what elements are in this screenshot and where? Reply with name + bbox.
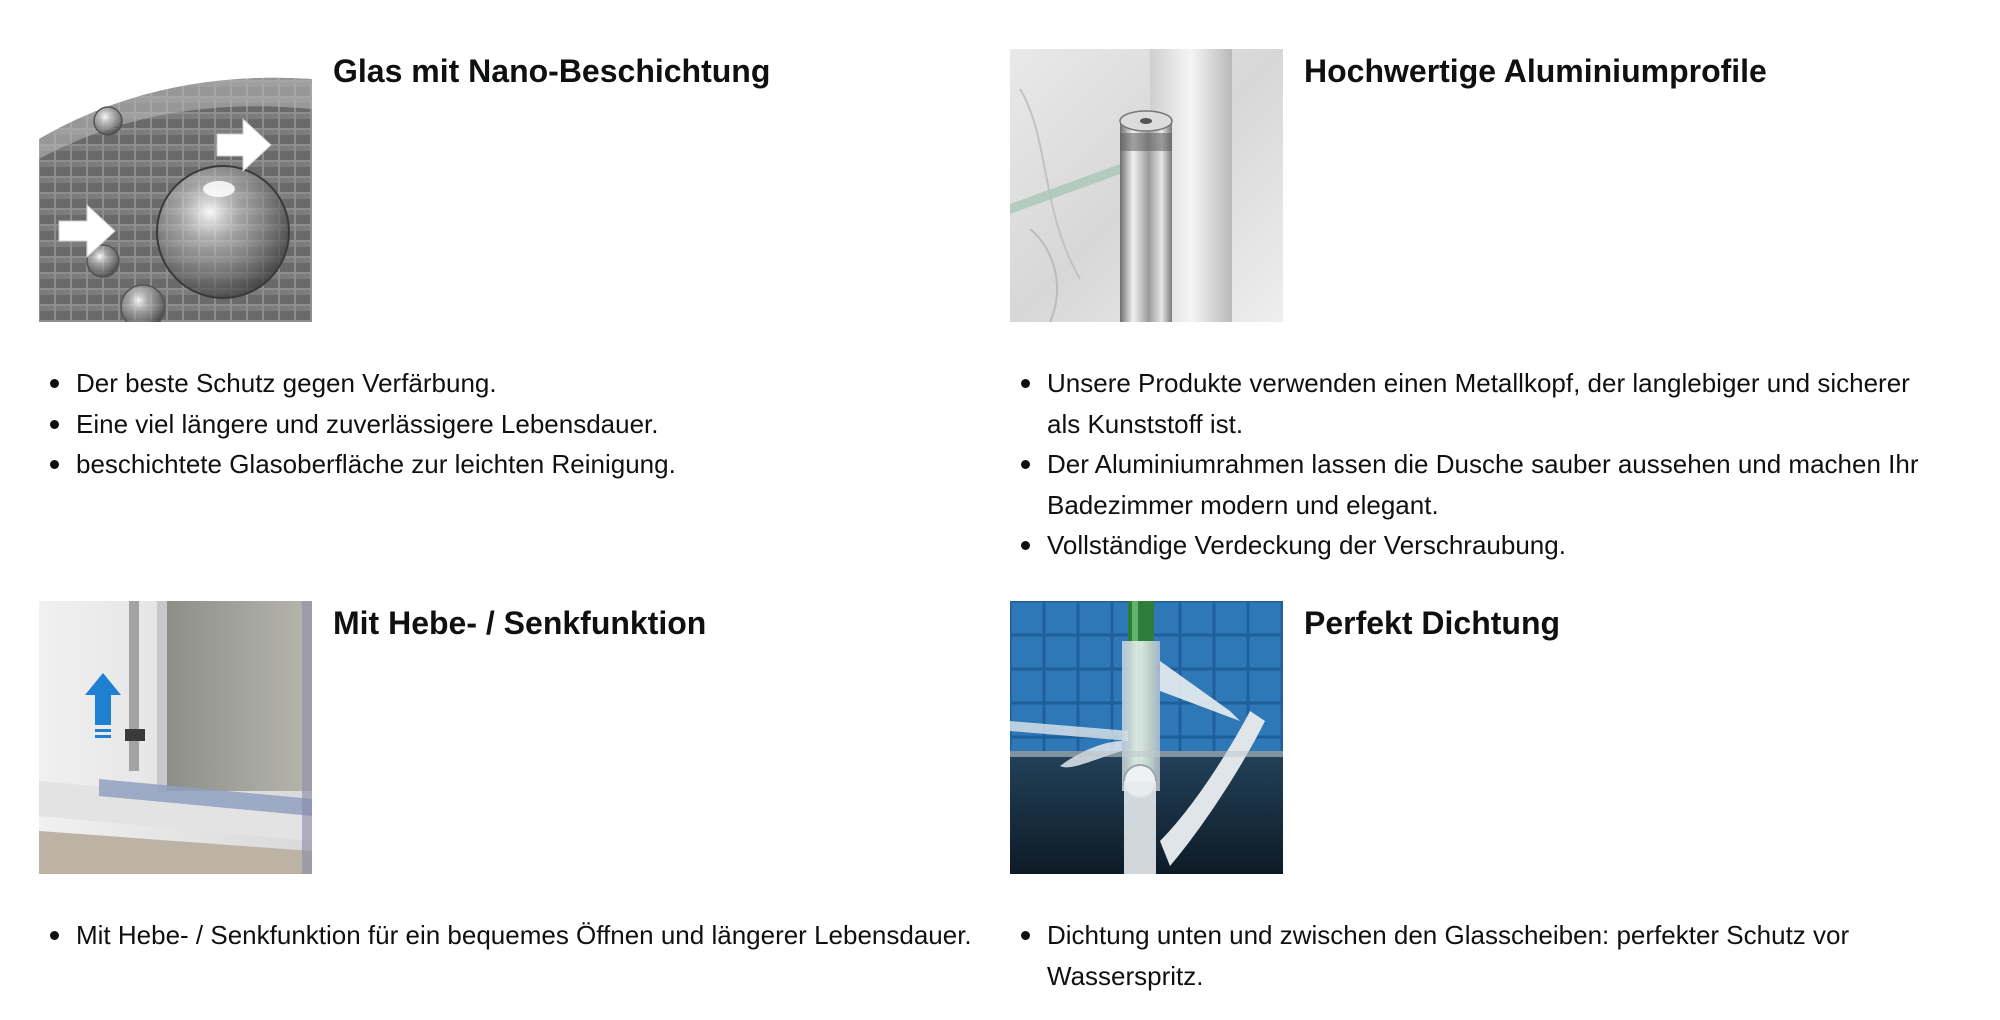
feature-title: Perfekt Dichtung [1304,605,1561,641]
seal-strip-icon [1010,601,1283,874]
list-item: Der Aluminiumrahmen lassen die Dusche sauber aussehen und machen Ihr Badezimmer modern und elegant. [1047,444,1950,525]
feature-bullet-list [39,363,979,485]
feature-seal [1010,601,1950,996]
feature-title: Glas mit Nano-Beschichtung [333,53,771,89]
list-item: beschichtete Glasoberfläche zur leichten Reinigung. [76,444,979,485]
feature-aluminium-profiles [1010,49,1950,566]
lift-arrow-door-icon [39,601,312,874]
feature-lift-lower [39,601,979,956]
list-item: Der beste Schutz gegen Verfärbung. [76,363,979,404]
list-item: Mit Hebe- / Senkfunktion für ein bequemes Öffnen und längerer Lebensdauer. [76,915,979,956]
feature-nano-glass [39,49,979,485]
list-item: Unsere Produkte verwenden einen Metallkopf, der langlebiger und sicherer als Kunststoff ist. [1047,363,1950,444]
aluminium-hinge-profile-icon [1010,49,1283,322]
list-item: Vollständige Verdeckung der Verschraubung. [1047,525,1950,566]
feature-header [1010,601,1950,874]
feature-title: Mit Hebe- / Senkfunktion [333,605,707,641]
feature-title: Hochwertige Aluminiumprofile [1304,53,1767,89]
feature-bullet-list [1010,363,1950,566]
feature-header [1010,49,1950,322]
water-droplet-nano-glass-icon [39,49,312,322]
feature-bullet-list [1010,915,1950,996]
feature-header [39,49,979,322]
list-item: Dichtung unten und zwischen den Glasscheiben: perfekter Schutz vor Wasserspritz. [1047,915,1950,996]
list-item: Eine viel längere und zuverlässigere Lebensdauer. [76,404,979,445]
feature-header [39,601,979,874]
feature-bullet-list [39,915,979,956]
